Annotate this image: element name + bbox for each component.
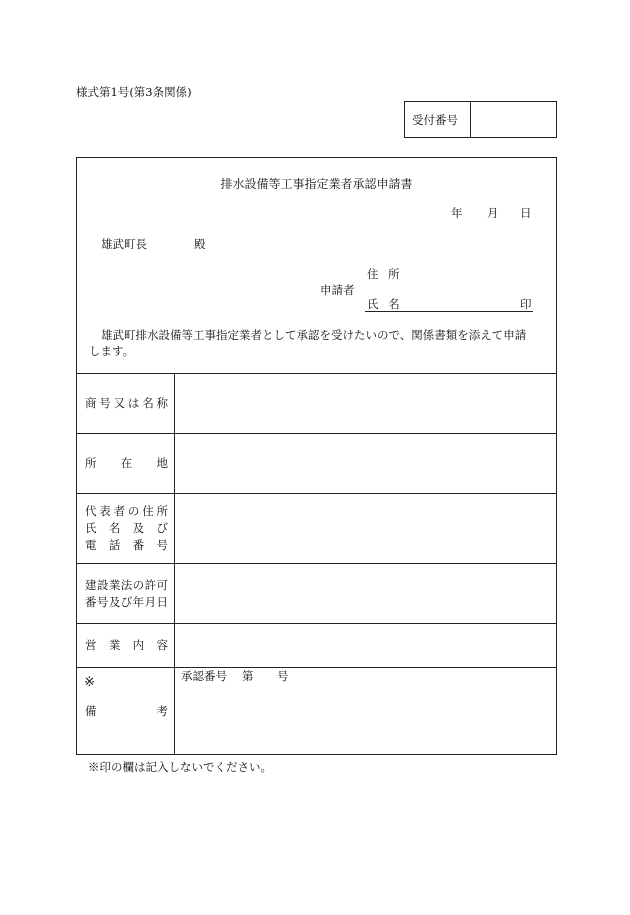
addressee-name: 雄武町長 — [101, 237, 147, 251]
approval-number-prefix: 第 — [242, 669, 254, 683]
approval-number-label: 承認番号 — [181, 669, 227, 683]
form-number: 様式第1号(第3条関係) — [76, 85, 192, 99]
row-divider — [76, 623, 557, 624]
form-title: 排水設備等工事指定業者承認申請書 — [220, 177, 413, 191]
applicant-address-field[interactable] — [420, 265, 530, 280]
statement-line1: 雄武町排水設備等工事指定業者として承認を受けたいので、関係書類を添えて申請 — [101, 328, 527, 342]
applicant-seal: 印 — [520, 297, 532, 311]
row-divider — [76, 667, 557, 668]
receipt-number-label: 受付番号 — [412, 113, 458, 127]
remarks-label: 備考 — [85, 704, 168, 718]
business-label: 営業内容 — [85, 638, 168, 652]
row-divider — [76, 493, 557, 494]
date-month: 月 — [487, 206, 499, 220]
row-divider — [76, 433, 557, 434]
office-use-mark: ※ — [84, 675, 95, 690]
remarks-field[interactable] — [180, 688, 550, 748]
row-divider — [76, 373, 557, 374]
applicant-address-label: 住 所 — [367, 267, 400, 281]
location-label: 所 在 地 — [85, 456, 168, 470]
addressee-honorific: 殿 — [194, 237, 206, 251]
license-field[interactable] — [180, 568, 550, 618]
trade-name-field[interactable] — [180, 378, 550, 428]
date-year: 年 — [451, 206, 463, 220]
applicant-name-label: 氏 名 — [367, 297, 400, 311]
representative-field[interactable] — [180, 498, 550, 558]
row-divider — [76, 563, 557, 564]
column-divider — [174, 373, 175, 755]
trade-name-label: 商号又は名称 — [85, 396, 168, 410]
applicant-name-field[interactable] — [420, 295, 515, 310]
statement-line2: します。 — [89, 344, 135, 358]
date-day: 日 — [520, 206, 532, 220]
location-field[interactable] — [180, 438, 550, 488]
representative-label: 代表者の住所 氏名及び 電話番号 — [85, 504, 168, 552]
footnote: ※印の欄は記入しないでください。 — [88, 760, 272, 774]
receipt-number-field[interactable] — [476, 106, 552, 133]
license-label: 建設業法の許可 番号及び年月日 — [85, 578, 168, 609]
approval-number-suffix: 号 — [277, 669, 289, 683]
business-field[interactable] — [180, 628, 550, 662]
applicant-name-underline — [365, 311, 533, 312]
receipt-divider — [470, 101, 471, 138]
applicant-label: 申請者 — [320, 283, 355, 297]
